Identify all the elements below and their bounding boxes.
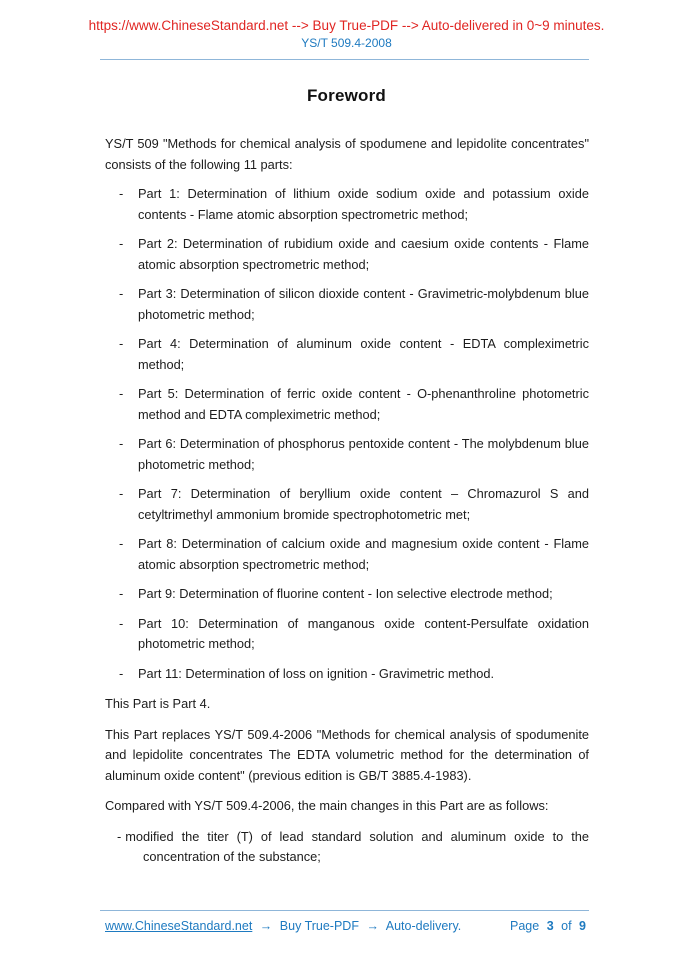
list-item-text: Part 4: Determination of aluminum oxide content - EDTA compleximetric method;	[138, 336, 589, 372]
list-dash: -	[119, 536, 124, 551]
list-item-part-4	[105, 334, 589, 375]
list-item-part-6	[105, 434, 589, 475]
page-number-indicator	[509, 919, 589, 933]
list-dash: -	[119, 486, 124, 501]
list-dash: -	[119, 186, 124, 201]
list-item-part-9	[105, 584, 589, 605]
total-page-number: 9	[579, 919, 586, 933]
list-item-part-11	[105, 664, 589, 685]
footer-buy-text: Buy True-PDF	[279, 919, 359, 933]
list-item-text: Part 1: Determination of lithium oxide sodium oxide and potassium oxide contents - Flame atomic absorption spectrometric method;	[138, 186, 589, 222]
paragraph-this-part: This Part is Part 4.	[105, 696, 211, 711]
list-item-text: Part 2: Determination of rubidium oxide and caesium oxide contents - Flame atomic absorption spectrometric method;	[138, 236, 589, 272]
change-list-item	[105, 827, 589, 868]
footer-promo	[105, 919, 461, 933]
list-dash: -	[119, 386, 124, 401]
list-item-part-8	[105, 534, 589, 575]
list-item-text: Part 3: Determination of silicon dioxide content - Gravimetric-molybdenum blue photometric method;	[138, 286, 589, 322]
list-dash: -	[119, 615, 124, 631]
list-dash: -	[119, 236, 124, 251]
list-dash: -	[117, 828, 122, 844]
page-header	[0, 0, 693, 60]
arrow-right-icon: →	[366, 919, 379, 933]
document-body	[0, 134, 693, 868]
list-item-part-2	[105, 234, 589, 275]
list-item-text: Part 8: Determination of calcium oxide and magnesium oxide content - Flame atomic absorption spectrometric method;	[138, 536, 589, 572]
footer-delivery-text: Auto-delivery.	[385, 919, 462, 933]
page-label: Page	[510, 919, 540, 933]
footer-row	[0, 911, 693, 933]
arrow-right-icon: →	[259, 919, 273, 933]
page-footer	[0, 910, 693, 980]
list-item-text: Part 7: Determination of beryllium oxide content – Chromazurol S and cetyltrimethyl ammonium bromide spectrophotometric met;	[138, 486, 589, 522]
promo-banner-text: https://www.ChineseStandard.net --> Buy True-PDF --> Auto-delivered in 0~9 minutes.	[88, 18, 605, 33]
list-item-text: Part 9: Determination of fluorine content - Ion selective electrode method;	[138, 586, 553, 601]
list-item-part-10	[105, 614, 589, 655]
list-dash: -	[119, 336, 124, 351]
list-item-text: Part 11: Determination of loss on ignition - Gravimetric method.	[138, 665, 495, 681]
list-item-part-7	[105, 484, 589, 525]
list-dash: -	[119, 586, 124, 601]
list-item-text: Part 6: Determination of phosphorus pentoxide content - The molybdenum blue photometric method;	[138, 436, 589, 472]
list-item-part-5	[105, 384, 589, 425]
footer-website-link[interactable]: www.ChineseStandard.net	[105, 919, 253, 933]
change-item-text: modified the titer (T) of lead standard solution and aluminum oxide to the concentration of the substance;	[125, 828, 589, 864]
paragraph-compared: Compared with YS/T 509.4-2006, the main changes in this Part are as follows:	[105, 798, 549, 813]
page-title: Foreword	[306, 86, 387, 105]
current-page-number: 3	[546, 919, 554, 933]
intro-paragraph: YS/T 509 "Methods for chemical analysis of spodumene and lepidolite concentrates" consists of the following 11 parts:	[105, 136, 589, 172]
list-item-text: Part 10: Determination of manganous oxide content-Persulfate oxidation photometric method;	[138, 615, 589, 651]
list-dash: -	[119, 436, 124, 451]
list-item-text: Part 5: Determination of ferric oxide content - O-phenanthroline photometric method and EDTA compleximetric method;	[138, 386, 589, 422]
list-dash: -	[119, 286, 124, 301]
list-dash: -	[119, 665, 124, 681]
list-item-part-1	[105, 184, 589, 225]
of-label: of	[561, 919, 572, 933]
paragraph-replaces: This Part replaces YS/T 509.4-2006 "Methods for chemical analysis of spodumenite and lepidolite concentrates The EDTA volumetric method for the determination of aluminum oxide content" (previous edition is GB/T 3885.4-1983).	[105, 726, 589, 783]
header-divider	[100, 59, 589, 60]
list-item-part-3	[105, 284, 589, 325]
document-number: YS/T 509.4-2008	[301, 36, 392, 50]
